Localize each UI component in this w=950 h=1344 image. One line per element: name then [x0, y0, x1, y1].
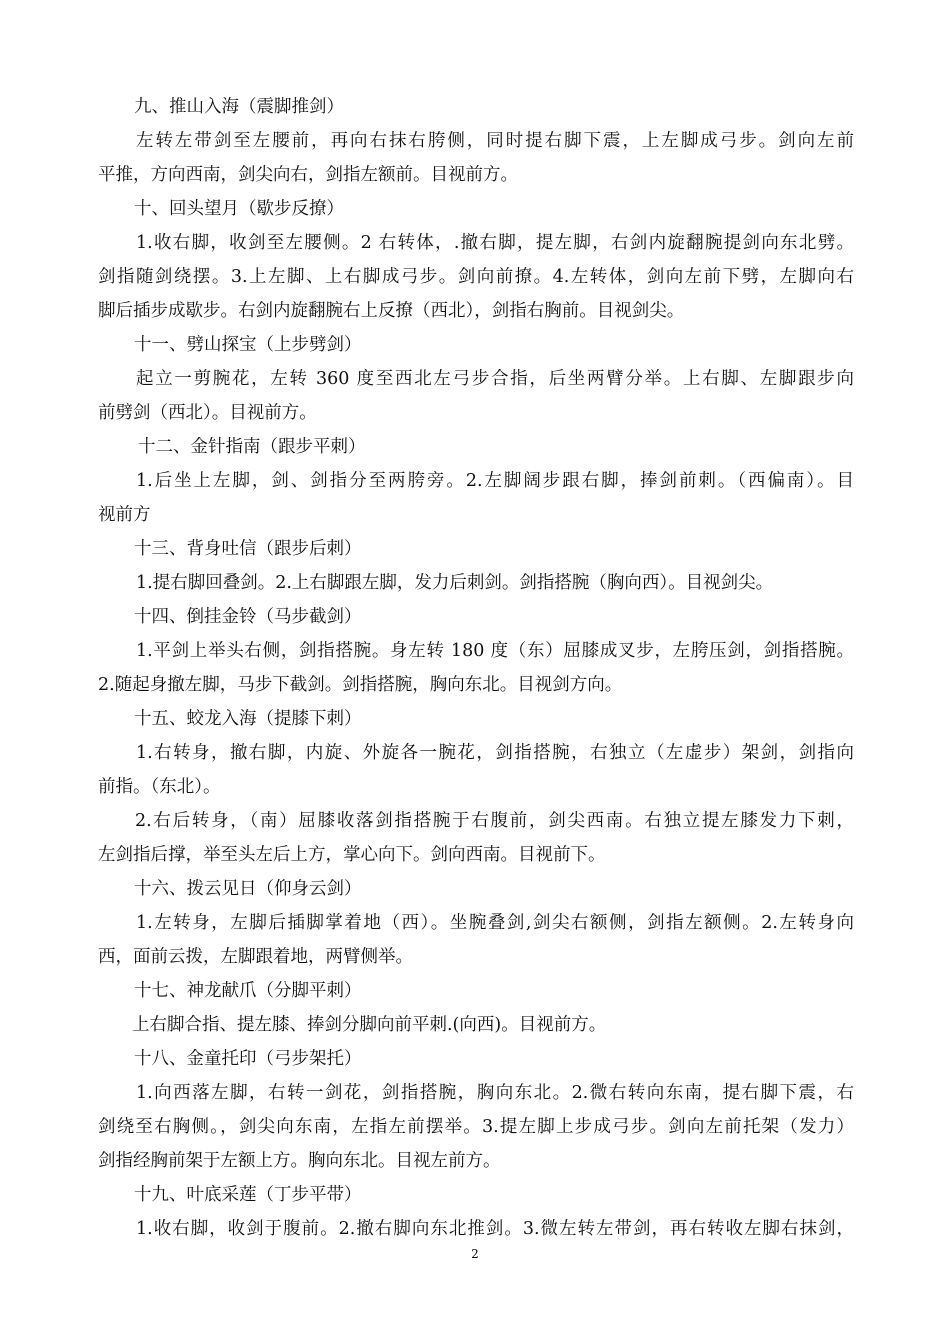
- section-heading: 十二、金针指南（跟步平刺）: [138, 437, 366, 457]
- paragraph-line: 前指。（东北）。: [98, 777, 221, 797]
- section-heading: 九、推山入海（震脚推剑）: [134, 97, 344, 117]
- section-heading: 十一、劈山探宝（上步劈剑）: [134, 335, 362, 355]
- paragraph-line: 1.向西落左脚，右转一剑花，剑指搭腕，胸向东北。2.微右转向东南，提右脚下震，右: [136, 1083, 854, 1103]
- paragraph-line: 1.收右脚，收剑于腹前。2.撤右脚向东北推剑。3.微左转左带剑，再右转收左脚右抹剑，: [136, 1219, 854, 1239]
- paragraph-line: 左转左带剑至左腰前，再向右抹右胯侧，同时提右脚下震，上左脚成弓步。剑向左前: [136, 131, 854, 151]
- paragraph-line: 起立一剪腕花，左转 360 度至西北左弓步合指，后坐两臂分举。上右脚、左脚跟步向: [136, 369, 854, 389]
- section-heading: 十八、金童托印（弓步架托）: [134, 1049, 362, 1069]
- paragraph-line: 前劈剑（西北）。目视前方。: [98, 403, 317, 423]
- section-heading: 十六、拨云见日（仰身云剑）: [134, 879, 362, 899]
- paragraph-line: 西，面前云拨，左脚跟着地，两臂侧举。: [98, 947, 413, 967]
- paragraph-line: 视前方: [98, 505, 151, 525]
- section-heading: 十四、倒挂金铃（马步截剑）: [134, 607, 362, 627]
- paragraph-line: 剑绕至右胸侧。，剑尖向东南，左指左前摆举。3.提左脚上步成弓步。剑向左前托架（发力）: [98, 1117, 854, 1137]
- section-heading: 十、回头望月（歇步反撩）: [134, 199, 344, 219]
- paragraph-line: 剑指随剑绕摆。3.上左脚、上右脚成弓步。剑向前撩。4.左转体，剑向左前下劈，左脚向右: [98, 267, 854, 287]
- paragraph-line: 2.随起身撤左脚，马步下截剑。剑指搭腕，胸向东北。目视剑方向。: [98, 675, 623, 695]
- paragraph-line: 上右脚合指、提左膝、捧剑分脚向前平刺.(向西)。目视前方。: [132, 1015, 607, 1035]
- section-heading: 十九、叶底采莲（丁步平带）: [134, 1185, 362, 1205]
- paragraph-line: 平推，方向西南，剑尖向右，剑指左额前。目视前方。: [98, 165, 518, 185]
- page-number: 2: [471, 1247, 479, 1261]
- section-heading: 十三、背身吐信（跟步后刺）: [134, 539, 362, 559]
- paragraph-line: 1.收右脚，收剑至左腰侧。2 右转体，.撤右脚，提左脚，右剑内旋翻腕提剑向东北劈。: [136, 233, 854, 253]
- section-heading: 十七、神龙献爪（分脚平刺）: [134, 981, 362, 1001]
- paragraph-line: 1.右转身，撤右脚，内旋、外旋各一腕花，剑指搭腕，右独立（左虚步）架剑，剑指向: [136, 743, 854, 763]
- paragraph-line: 1.平剑上举头右侧，剑指搭腕。身左转 180 度（东）屈膝成叉步，左胯压剑，剑指搭腕。: [136, 641, 854, 661]
- document-body: [98, 90, 854, 1246]
- paragraph-line: 1.提右脚回叠剑。2.上右脚跟左脚，发力后刺剑。剑指搭腕（胸向西）。目视剑尖。: [136, 573, 774, 593]
- paragraph-line: 左剑指后撑，举至头左后上方，掌心向下。剑向西南。目视前下。: [98, 845, 606, 865]
- paragraph-line: 2.右后转身，（南）屈膝收落剑指搭腕于右腹前，剑尖西南。右独立提左膝发力下刺，: [135, 811, 854, 831]
- paragraph-line: 1.后坐上左脚，剑、剑指分至两胯旁。2.左脚阔步跟右脚，捧剑前刺。（西偏南）。目: [136, 471, 854, 491]
- paragraph-line: 剑指经胸前架于左额上方。胸向东北。目视左前方。: [98, 1151, 501, 1171]
- section-heading: 十五、蛟龙入海（提膝下刺）: [134, 709, 362, 729]
- paragraph-line: 脚后插步成歇步。右剑内旋翻腕右上反撩（西北），剑指右胸前。目视剑尖。: [98, 301, 685, 321]
- paragraph-line: 1.左转身，左脚后插脚掌着地（西）。坐腕叠剑,剑尖右额侧，剑指左额侧。2.左转身向: [136, 913, 854, 933]
